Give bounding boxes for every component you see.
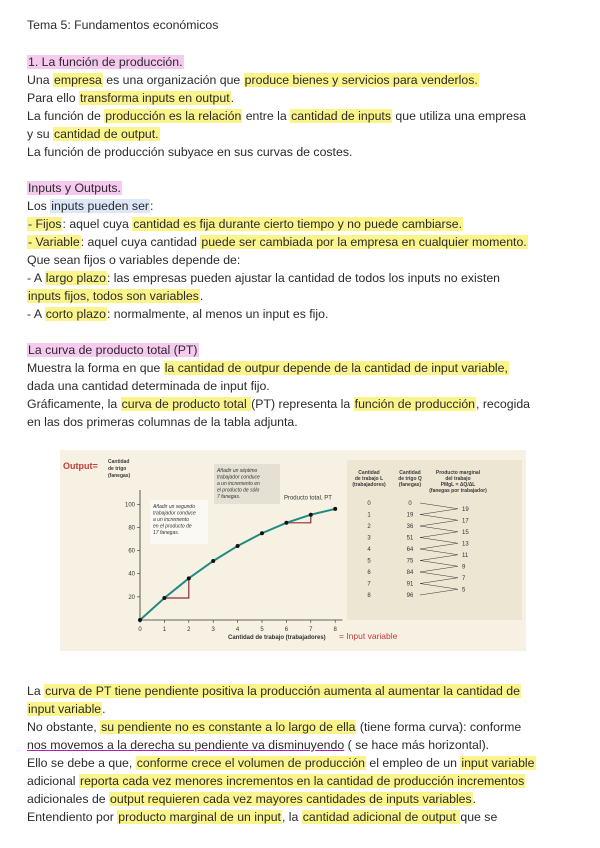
y-axis-label-1: Cantidad bbox=[108, 459, 130, 465]
table-wheat-cell: 84 bbox=[406, 570, 414, 576]
table-header-text: Cantidad bbox=[399, 470, 421, 476]
y-tick-label: 60 bbox=[128, 548, 135, 555]
annotation-left-line: a un incremento bbox=[153, 517, 189, 523]
table-marginal-cell: 17 bbox=[462, 518, 469, 525]
data-point bbox=[211, 559, 215, 563]
table-header-text: (fanegas por trabajador) bbox=[429, 488, 487, 494]
section-1-heading: 1. La función de producción. bbox=[28, 55, 183, 69]
s1-line-5: La función de producción subyace en sus curvas de costes. bbox=[27, 145, 353, 159]
table-labor-cell: 0 bbox=[367, 501, 371, 507]
s1-line-3: La función de producción es la relación entre la cantidad de inputs que utiliza una empresa bbox=[27, 109, 526, 123]
s4-line-3: No obstante, su pendiente no es constante a lo largo de ella (tiene forma curva): conforme bbox=[27, 720, 522, 734]
annotation-top-line: Añadir un séptimo bbox=[217, 468, 258, 474]
s2-line-2: - Fijos: aquel cuya cantidad es fija durante cierto tiempo y no puede cambiarse. bbox=[28, 217, 463, 231]
s4-line-4: nos movemos a la derecha su pendiente va disminuyendo ( se hace más horizontal). bbox=[27, 738, 490, 752]
table-labor-cell: 2 bbox=[367, 524, 371, 530]
annotation-top-line: 7 fanegas. bbox=[217, 494, 241, 500]
table-header-text: de trigo Q bbox=[398, 476, 422, 482]
s2-line-5: - A largo plazo: las empresas pueden ajustar la cantidad de todos los inputs no existen bbox=[27, 271, 501, 285]
x-tick-label: 5 bbox=[260, 627, 264, 633]
annotation-left-line: en el producto de bbox=[153, 523, 192, 530]
s3-line-4: en las dos primeras columnas de la tabla adjunta. bbox=[27, 415, 298, 429]
y-tick-label: 40 bbox=[128, 571, 135, 578]
table-labor-cell: 8 bbox=[367, 593, 371, 599]
x-tick-label: 6 bbox=[284, 627, 289, 633]
production-chart-svg bbox=[60, 450, 526, 651]
x-axis-label-suffix: = Input variable bbox=[339, 631, 398, 641]
y-axis-label-2: de trigo bbox=[108, 466, 127, 472]
s4-line-1: La curva de PT tiene pendiente positiva la producción aumenta al aumentar la cantidad de bbox=[27, 684, 520, 698]
annotation-left-line: 17 fanegas. bbox=[153, 530, 180, 536]
table-wheat-cell: 91 bbox=[406, 581, 414, 588]
s3-line-2: dada una cantidad determinada de input fijo. bbox=[27, 379, 270, 393]
y-axis-label-3: (fanegas) bbox=[108, 473, 131, 479]
table-marginal-cell: 15 bbox=[462, 529, 469, 536]
table-labor-cell: 3 bbox=[367, 535, 371, 542]
x-tick-label: 8 bbox=[333, 627, 337, 633]
s2-line-1: Los inputs pueden ser: bbox=[27, 199, 154, 213]
table-header-text: Cantidad bbox=[358, 470, 380, 476]
table-marginal-cell: 9 bbox=[462, 564, 466, 571]
table-labor-cell: 1 bbox=[367, 512, 371, 519]
s1-line-2: Para ello transforma inputs en output. bbox=[27, 91, 235, 105]
x-axis-label: Cantidad de trabajo (trabajadores) bbox=[228, 635, 326, 641]
table-header-text: (trabajadores) bbox=[352, 482, 386, 488]
s2-line-3: - Variable: aquel cuya cantidad puede ser cambiada por la empresa en cualquier momento. bbox=[28, 235, 527, 249]
section-3-heading: La curva de producto total (PT) bbox=[28, 343, 198, 357]
s4-line-8: Entendiento por producto marginal de un input, la cantidad adicional de output que se bbox=[27, 810, 498, 824]
table-labor-cell: 4 bbox=[367, 547, 371, 553]
table-labor-cell: 5 bbox=[367, 558, 371, 565]
s2-line-7: - A corto plazo: normalmente, al menos un input es fijo. bbox=[27, 307, 329, 321]
page-title: Tema 5: Fundamentos económicos bbox=[27, 18, 219, 32]
table-marginal-cell: 19 bbox=[462, 506, 469, 513]
annotation-top-line: a un incremento en bbox=[217, 481, 260, 487]
x-tick-label: 3 bbox=[211, 627, 215, 633]
section-2-heading: Inputs y Outputs. bbox=[28, 181, 121, 195]
production-chart bbox=[60, 450, 526, 651]
s1-line-1: Una empresa es una organización que produce bienes y servicios para venderlos. bbox=[27, 73, 478, 87]
data-point bbox=[309, 513, 313, 517]
table-wheat-cell: 96 bbox=[406, 593, 414, 599]
s4-line-5: Ello se debe a que, conforme crece el volumen de producción el empleo de un input variable bbox=[27, 756, 535, 770]
table-header-text: PMgL = ΔQ/ΔL bbox=[440, 482, 476, 488]
x-tick-label: 7 bbox=[309, 627, 313, 633]
x-tick-label: 0 bbox=[138, 627, 142, 633]
data-point bbox=[187, 576, 191, 580]
x-tick-label: 2 bbox=[187, 627, 191, 633]
table-wheat-cell: 64 bbox=[406, 547, 414, 553]
s4-line-6: adicional reporta cada vez menores incrementos en la cantidad de producción incrementos bbox=[27, 774, 525, 788]
table-wheat-cell: 19 bbox=[406, 512, 414, 519]
table-header-text: de trabajo L bbox=[354, 476, 384, 482]
s2-line-4: Que sean fijos o variables depende de: bbox=[27, 253, 241, 267]
table-header-text: Producto marginal bbox=[435, 470, 481, 476]
data-point bbox=[284, 521, 288, 525]
table-labor-cell: 6 bbox=[367, 570, 371, 576]
y-tick-label: 20 bbox=[128, 594, 135, 601]
annotation-top-line: el producto de sólo bbox=[217, 487, 260, 494]
output-label: Output= bbox=[63, 461, 98, 471]
annotation-left-line: trabajador conduce bbox=[153, 510, 196, 517]
table-marginal-cell: 13 bbox=[462, 541, 469, 548]
s3-line-1: Muestra la forma en que la cantidad de outpur depende de la cantidad de input variable, bbox=[27, 361, 508, 375]
s4-line-2: input variable. bbox=[28, 702, 106, 716]
table-marginal-cell: 7 bbox=[462, 575, 466, 582]
data-point bbox=[333, 507, 337, 511]
y-tick-label: 100 bbox=[124, 502, 135, 509]
table-wheat-cell: 0 bbox=[408, 501, 412, 507]
annotation-top-line: trabajador conduce bbox=[217, 474, 260, 481]
data-point bbox=[138, 618, 142, 622]
s1-line-4: y su cantidad de output. bbox=[27, 127, 159, 141]
data-point bbox=[162, 596, 166, 600]
s4-line-7: adicionales de output requieren cada vez mayores cantidades de inputs variables. bbox=[27, 792, 477, 806]
table-marginal-cell: 11 bbox=[462, 552, 469, 559]
table-marginal-cell: 5 bbox=[462, 587, 466, 594]
table-labor-cell: 7 bbox=[367, 581, 371, 588]
table-header-text: (fanegas) bbox=[398, 482, 422, 488]
table-wheat-cell: 51 bbox=[406, 535, 414, 542]
data-point bbox=[260, 531, 264, 535]
s2-line-6: inputs fijos, todos son variables. bbox=[28, 289, 204, 303]
table-header-text: del trabajo bbox=[445, 476, 471, 482]
table-wheat-cell: 75 bbox=[406, 558, 414, 565]
x-tick-label: 4 bbox=[235, 627, 240, 633]
annotation-left-line: Añadir un segundo bbox=[153, 504, 195, 510]
y-tick-label: 80 bbox=[128, 525, 135, 532]
x-tick-label: 1 bbox=[162, 627, 167, 633]
data-point bbox=[236, 544, 240, 548]
s3-line-3: Gráficamente, la curva de producto total (PT) representa la función de producción, recogida bbox=[27, 397, 531, 411]
table-wheat-cell: 36 bbox=[406, 524, 414, 530]
curve-label: Producto total, PT bbox=[283, 495, 332, 502]
